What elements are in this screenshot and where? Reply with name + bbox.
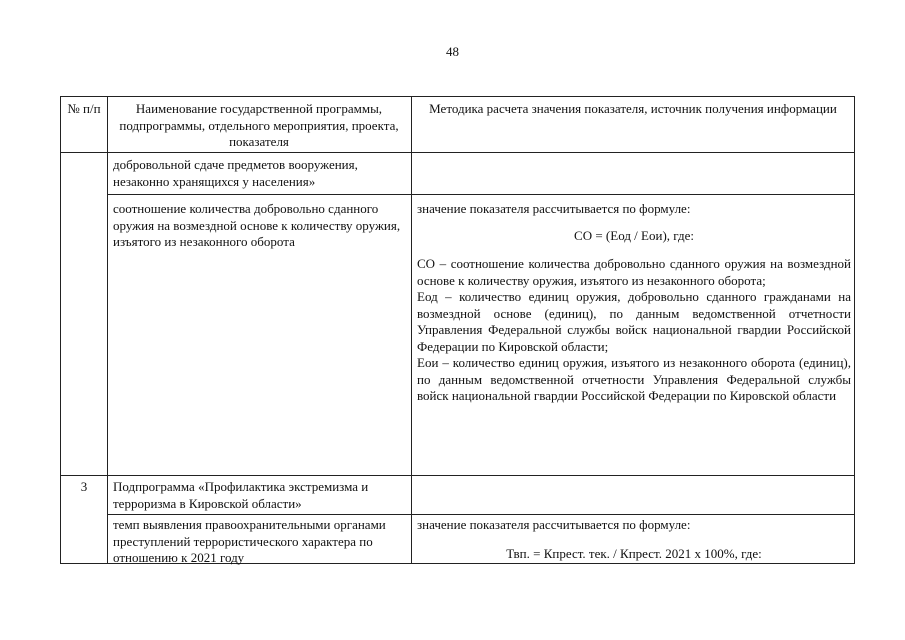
indicator-method-cell [417,517,851,574]
method-intro: значение показателя рассчитывается по формуле: [417,517,691,532]
formula: Твп. = Кпрест. тек. / Кпрест. 2021 х 100%, где: [506,545,762,561]
definition-eod: Еод – количество единиц оружия, добровольно сданного гражданами на возмездной основе (единиц), по данным ведомственной отчетности Управления Федеральной службы войск национальной гвардии Российской Федерации по Кировской области; [417,289,851,354]
page-number: 48 [446,44,459,59]
column-divider [107,97,108,563]
subprogram-name-cell: Подпрограмма «Профилактика экстремизма и терроризма в Кировской области» [113,479,369,511]
row-number-cell: 3 [80,479,88,494]
formula: СО = (Еод / Еои), где: [574,227,694,243]
row-divider [107,514,854,515]
row-divider [107,194,854,195]
column-divider [411,97,412,563]
indicator-name-cell: соотношение количества добровольно сданного оружия на возмездной основе к количеству оружия, изъятого из незаконного оборота [113,201,401,249]
header-divider [61,152,854,153]
header-name-cell: Наименование государственной программы, подпрограммы, отдельного мероприятия, проекта, показателя [119,101,399,149]
row-divider [61,475,854,476]
definition-co: СО – соотношение количества добровольно сданного оружия на возмездной основе к количеству оружия, изъятого из незаконного оборота; [417,256,851,288]
indicator-method-cell [417,201,851,405]
indicator-name-cell: темп выявления правоохранительными органами преступлений террористического характера по отношению к 2021 году [113,517,386,565]
row-name-cell: добровольной сдаче предметов вооружения, незаконно хранящихся у населения» [113,157,358,189]
definition-eoi: Еои – количество единиц оружия, изъятого из незаконного оборота (единиц), по данным ведомственной отчетности Управления Федеральной службы войск национальной гвардии Российской Федерации по Кировской области [417,355,851,403]
method-intro: значение показателя рассчитывается по формуле: [417,201,691,216]
header-method-cell: Методика расчета значения показателя, источник получения информации [429,101,837,116]
indicator-table [60,96,855,564]
header-number-cell: № п/п [67,101,101,116]
